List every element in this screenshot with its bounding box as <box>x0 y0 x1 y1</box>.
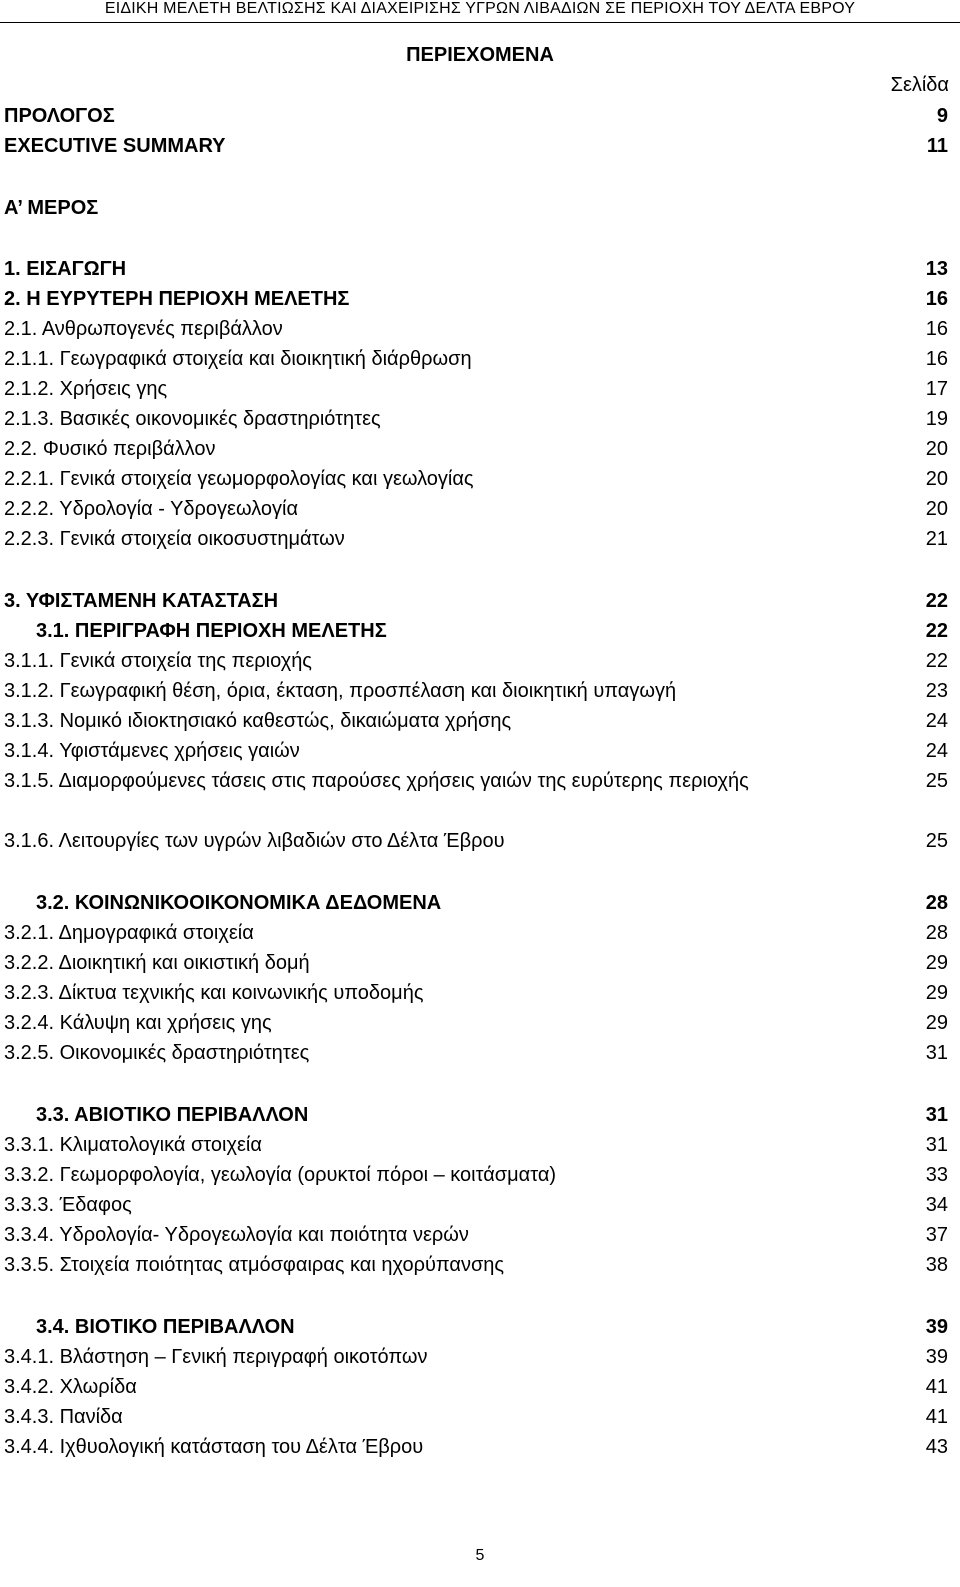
toc-entry-page: 9 <box>936 105 948 127</box>
toc-entry-label: 3.2.1. Δημογραφικά στοιχεία <box>4 922 254 944</box>
toc-entry-label: 3.1.5. Διαμορφούμενες τάσεις στις παρούσες χρήσεις γαιών της ευρύτερης περιοχής <box>4 770 749 792</box>
toc-entry-label: 3.2.2. Διοικητική και οικιστική δομή <box>4 952 310 974</box>
toc-entry-page: 20 <box>925 498 948 520</box>
toc-entry-page: 16 <box>925 318 948 340</box>
toc-entry-label: Α’ ΜΕΡΟΣ <box>4 197 99 219</box>
toc-entry-page: 31 <box>925 1042 948 1064</box>
toc-entry-page: 29 <box>925 952 948 974</box>
toc-entry-page: 28 <box>925 892 948 914</box>
toc-entry-label: 3.1.6. Λειτουργίες των υγρών λιβαδιών στο Δέλτα Έβρου <box>4 830 505 852</box>
toc-entry-page: 33 <box>925 1164 948 1186</box>
toc-entry-page: 25 <box>925 770 948 792</box>
toc-entry-page: 22 <box>925 620 948 642</box>
toc-entry-label: 2.2.1. Γενικά στοιχεία γεωμορφολογίας και γεωλογίας <box>4 468 474 490</box>
toc-entry-label: 2.1. Ανθρωπογενές περιβάλλον <box>4 318 283 340</box>
toc-entry-label: 3.3. ΑΒΙΟΤΙΚΟ ΠΕΡΙΒΑΛΛΟΝ <box>36 1104 309 1126</box>
toc-entry-label: 3.4. ΒΙΟΤΙΚΟ ΠΕΡΙΒΑΛΛΟΝ <box>36 1316 295 1338</box>
toc-entry-page: 31 <box>925 1104 948 1126</box>
toc-entry-label: 3.1.3. Νομικό ιδιοκτησιακό καθεστώς, δικαιώματα χρήσης <box>4 710 512 732</box>
toc-entry-label: 2. Η ΕΥΡΥΤΕΡΗ ΠΕΡΙΟΧΗ ΜΕΛΕΤΗΣ <box>4 288 350 310</box>
page-column-label: Σελίδα <box>890 74 949 96</box>
toc-entry-page: 29 <box>925 1012 948 1034</box>
toc-entry-page: 39 <box>925 1316 948 1338</box>
toc-entry-page: 25 <box>925 830 948 852</box>
running-header: ΕΙΔΙΚΗ ΜΕΛΕΤΗ ΒΕΛΤΙΩΣΗΣ ΚΑΙ ΔΙΑΧΕΙΡΙΣΗΣ ΥΓΡΩΝ ΛΙΒΑΔΙΩΝ ΣΕ ΠΕΡΙΟΧΗ ΤΟΥ ΔΕΛΤΑ ΕΒΡΟΥ <box>104 0 856 17</box>
toc-entry-label: 3.1.4. Υφιστάμενες χρήσεις γαιών <box>4 740 300 762</box>
toc-entry-page: 38 <box>925 1254 948 1276</box>
header-rule <box>0 22 960 23</box>
toc-entry-label: 3.4.1. Βλάστηση – Γενική περιγραφή οικοτόπων <box>4 1346 428 1368</box>
toc-entry-label: 2.1.1. Γεωγραφικά στοιχεία και διοικητική διάρθρωση <box>4 348 472 370</box>
toc-entry-label: 3.2.5. Οικονομικές δραστηριότητες <box>4 1042 310 1064</box>
toc-entry-page: 43 <box>925 1436 948 1458</box>
toc-entry-label: 3.3.1. Κλιματολογικά στοιχεία <box>4 1134 262 1156</box>
toc-entry-page: 23 <box>925 680 948 702</box>
page-number: 5 <box>475 1547 485 1564</box>
toc-entry-label: 3.3.5. Στοιχεία ποιότητας ατμόσφαιρας και ηχορύπανσης <box>4 1254 505 1276</box>
toc-entry-label: 3.2.4. Κάλυψη και χρήσεις γης <box>4 1012 272 1034</box>
toc-entry-page: 41 <box>925 1406 948 1428</box>
toc-entry-label: 3.4.4. Ιχθυολογική κατάσταση του Δέλτα Έβρου <box>4 1436 424 1458</box>
toc-entry-page: 19 <box>925 408 948 430</box>
toc-entry-page: 22 <box>925 650 948 672</box>
toc-entry-page: 17 <box>925 378 948 400</box>
toc-entry-label: 3.1. ΠΕΡΙΓΡΑΦΗ ΠΕΡΙΟΧΗ ΜΕΛΕΤΗΣ <box>36 620 387 642</box>
toc-entry-label: 1. ΕΙΣΑΓΩΓΗ <box>4 258 127 280</box>
toc-entry-label: 3.3.3. Έδαφος <box>4 1194 132 1216</box>
toc-title: ΠΕΡΙΕΧΟΜΕΝΑ <box>406 44 554 66</box>
toc-entry-label: 3.1.1. Γενικά στοιχεία της περιοχής <box>4 650 312 672</box>
toc-entry-page: 41 <box>925 1376 948 1398</box>
toc-entry-label: EXECUTIVE SUMMARY <box>4 135 226 157</box>
toc-entry-label: 2.2.2. Υδρολογία - Υδρογεωλογία <box>4 498 299 520</box>
toc-entry-label: 3.3.2. Γεωμορφολογία, γεωλογία (ορυκτοί πόροι – κοιτάσματα) <box>4 1164 557 1186</box>
toc-entry-label: 3.3.4. Υδρολογία- Υδρογεωλογία και ποιότητα νερών <box>4 1224 469 1246</box>
toc-entry-page: 29 <box>925 982 948 1004</box>
toc-entry-label: 3.1.2. Γεωγραφική θέση, όρια, έκταση, προσπέλαση και διοικητική υπαγωγή <box>4 680 677 702</box>
toc-entry-page: 24 <box>925 740 948 762</box>
toc-entry-label: 3.4.3. Πανίδα <box>4 1406 123 1428</box>
toc-entry-page: 21 <box>925 528 948 550</box>
toc-entry-page: 16 <box>925 348 948 370</box>
toc-entry-page: 11 <box>926 135 948 157</box>
toc-entry-label: 2.1.2. Χρήσεις γης <box>4 378 168 400</box>
toc-entry-label: ΠΡΟΛΟΓΟΣ <box>4 105 115 127</box>
toc-entry-label: 2.2.3. Γενικά στοιχεία οικοσυστημάτων <box>4 528 345 550</box>
toc-entry-label: 3.2. ΚΟΙΝΩΝΙΚΟΟΙΚΟΝΟΜΙΚΑ ΔΕΔΟΜΕΝΑ <box>36 892 442 914</box>
toc-entry-page: 34 <box>925 1194 948 1216</box>
toc-entry-page: 24 <box>925 710 948 732</box>
toc-entry-label: 2.2. Φυσικό περιβάλλον <box>4 438 216 460</box>
toc-entry-page: 28 <box>925 922 948 944</box>
toc-entry-page: 37 <box>925 1224 948 1246</box>
toc-entry-page: 13 <box>925 258 948 280</box>
toc-entry-label: 3.4.2. Χλωρίδα <box>4 1376 137 1398</box>
toc-entry-page: 20 <box>925 468 948 490</box>
toc-entry-page: 39 <box>925 1346 948 1368</box>
toc-entry-page: 31 <box>925 1134 948 1156</box>
toc-entry-page: 20 <box>925 438 948 460</box>
toc-entry-label: 2.1.3. Βασικές οικονομικές δραστηριότητες <box>4 408 381 430</box>
toc-entry-label: 3. ΥΦΙΣΤΑΜΕΝΗ ΚΑΤΑΣΤΑΣΗ <box>4 590 279 612</box>
toc-entry-page: 22 <box>925 590 948 612</box>
toc-entry-page: 16 <box>925 288 948 310</box>
toc-entry-label: 3.2.3. Δίκτυα τεχνικής και κοινωνικής υποδομής <box>4 982 424 1004</box>
